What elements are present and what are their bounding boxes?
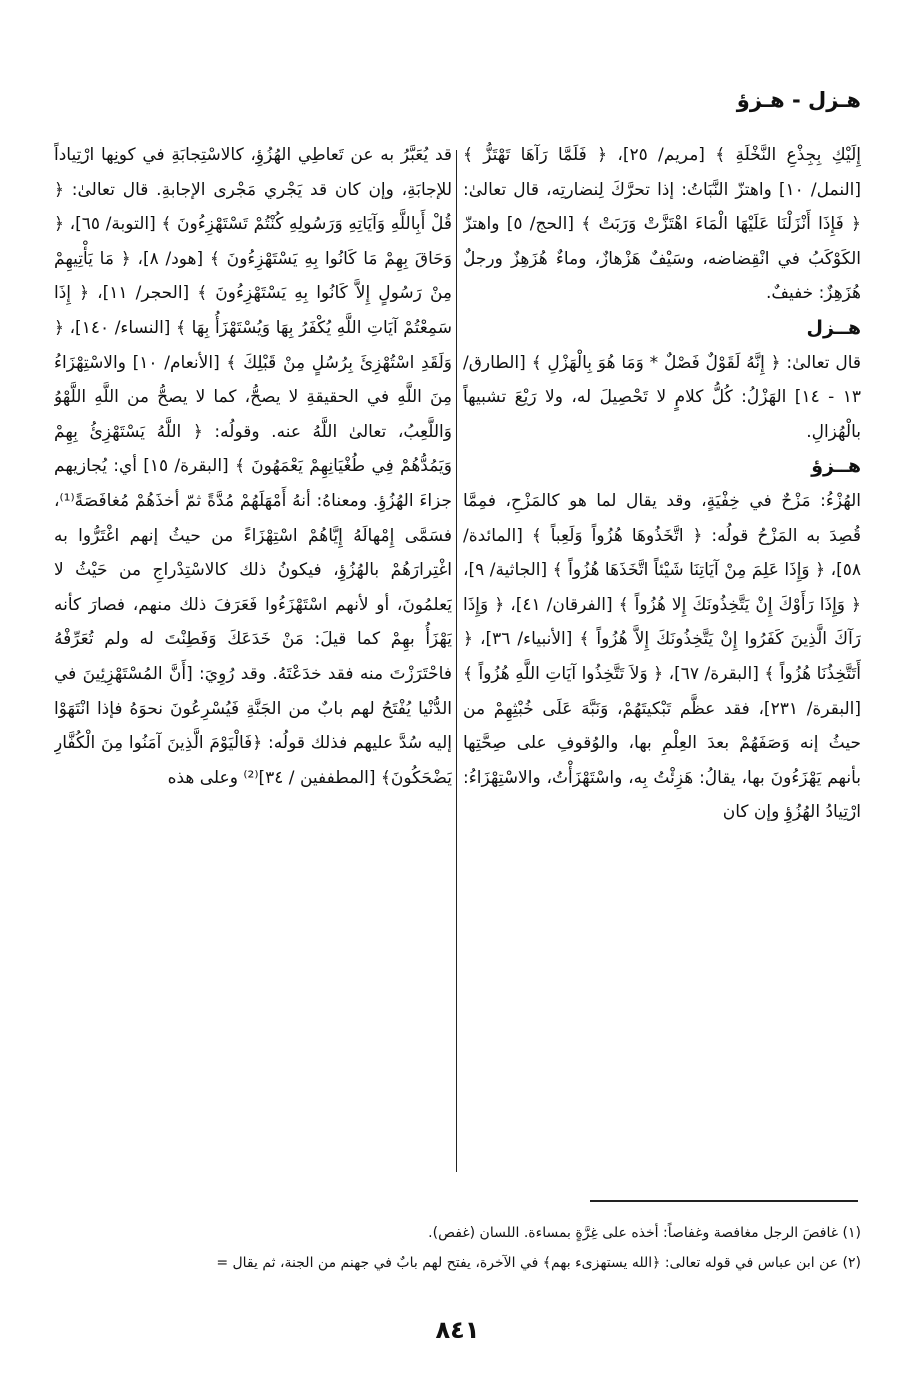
paragraph: قال تعالىٰ: ﴿ إِنَّهُ لَقَوْلٌ فَصْلٌ * وَمَا هُوَ بِالْهَزْلِ ﴾ [الطارق/ ١٣ - ١٤] الهَزْلُ: كُلُّ كلامٍ لا تَحْصِيلَ له، ولا رَيْعَ تشبيهاً بالْهُزالِ. [463, 352, 861, 442]
left-column [54, 138, 452, 1173]
footnote-2: (٢) عن ابن عباس في قوله تعالى: ﴿الله يستهزىء بهم﴾ في الآخرة، يفتح لهم بابٌ في جهنم من الجنة، ثم يقال = [216, 1255, 861, 1271]
right-column [463, 138, 861, 1173]
footnote-1: (١) غافصَ الرجل مغافصة وغفاصاً: أخذه على غِرَّةٍ بمساءة. اللسان (غفص). [428, 1225, 861, 1241]
paragraph: الهُزْءُ: مَزْحٌ في خِفْيَةٍ، وقد يقال لما هو كالمَزْحِ، فمِمَّا قُصِدَ به المَزْحُ قولُه: ﴿ اتَّخَذُوهَا هُزُواً وَلَعِباً ﴾ [المائدة/ ٥٨]، ﴿ وَإِذَا عَلِمَ مِنْ آيَاتِنَا شَيْئاً اتَّخَذَهَا هُزُواً ﴾ [الجاثية/ ٩]، ﴿ وَإِذَا رَأَوْكَ إِنْ يَتَّخِذُونَكَ إِلا هُزُواً ﴾ [الفرقان/ ٤١]، ﴿ وَإِذَا رَآكَ الَّذِينَ كَفَرُوا إِنْ يَتَّخِذُونَكَ إِلاَّ هُزُواً ﴾ [الأنبياء/ ٣٦]، ﴿ أَتَتَّخِذُنَا هُزُواً ﴾ [البقرة/ ٦٧]، ﴿ وَلاَ تَتَّخِذُوا آيَاتِ اللَّهِ هُزُواً ﴾ [البقرة/ ٢٣١]، فقد عظَّم تَبْكيتَهُمْ، وَنَبَّهَ عَلَى خُبْثِهِمْ من حيثُ إنه وَصَفَهُمْ بعدَ العِلْمِ بها، والوُقوفِ على صِحَّتِها بأنهم يَهْزَءُونَ بها، يقالُ: هَزِئْتُ بِه، واسْتَهْزَأْتُ، والاسْتِهْزَاءُ: ارْتِيادُ الهُزُؤِ وإن كان [463, 490, 861, 823]
running-head: هـزل - هـزؤ [736, 88, 861, 112]
footnotes [53, 1218, 861, 1278]
footnote-rule [590, 1200, 858, 1202]
entry-heading-hazl: هــزل [806, 316, 861, 339]
paragraph: قد يُعَبَّرُ به عن تَعاطِي الهُزُؤِ، كالاسْتِجابَةِ في كونِها ارْتِياداً للإجابَةِ، وإن كان قد يَجْري مَجْرى الإجابةِ. قال تعالىٰ: ﴿ قُلْ أَبِاللَّهِ وَآيَاتِهِ وَرَسُولِهِ كُنْتُمْ تَسْتَهْزِءُونَ ﴾ [التوبة/ ٦٥]، ﴿ وَحَاقَ بِهِمْ مَا كَانُوا بِهِ يَسْتَهْزِءُونَ ﴾ [هود/ ٨]، ﴿ مَا يَأْتِيهِمْ مِنْ رَسُولٍ إِلاَّ كَانُوا بِهِ يَسْتَهْزِءُونَ ﴾ [الحجر/ ١١]، ﴿ إِذَا سَمِعْتُمْ آيَاتِ اللَّهِ يُكْفَرُ بِهَا وَيُسْتَهْزَأُ بِهَا ﴾ [النساء/ ١٤٠]، ﴿ وَلَقَدِ اسْتُهْزِئَ بِرُسُلٍ مِنْ قَبْلِكَ ﴾ [الأنعام/ ١٠] والاسْتِهْزَاءُ مِنَ اللَّهِ في الحقيقةِ لا يصحُّ، كما لا يصحُّ من اللَّهِ اللَّهْوُ وَاللَّعِبُ، تعالىٰ اللَّهُ عنه. وقولُه: ﴿ اللَّهُ يَسْتَهْزِئُ بِهِمْ وَيَمُدُّهُمْ فِي طُغْيَانِهِمْ يَعْمَهُونَ ﴾ [البقرة/ ١٥] أي: يُجازيهم جزاءَ الهُزُؤِ. ومعناهُ: أنهُ أَمْهَلَهُمْ مُدَّةً ثمّ أخذَهُمْ مُغافَصَةً⁽¹⁾، فسَمَّى إِمْهالَهُ إِيَّاهُمْ اسْتِهْزَاءً من حيثُ إنهم اغْتَرُّوا به اغْتِرارَهُمْ بالهُزُؤِ، فيكونُ ذلك كالاسْتِدْراجِ من حَيْثُ لا يَعلمُونَ، أو لأنهم اسْتَهْزَءُوا فَعَرَفَ ذلك منهم، فصارَ كأنه يَهْزَأُ بهِمْ كما قيلَ: مَنْ خَدَعَكَ وَفَطِنْتَ له ولم تُعَرِّفْهُ فاحْتَرَزْتَ منه فقد خدَعْتَهُ. وقد رُوِيَ: [أَنَّ المُسْتَهْزِئِينَ في الدُّنْيا يُفْتَحُ لهم بابٌ من الجَنَّةِ فَيُسْرِعُونَ نحوَهُ فإذا انْتَهَوْا إليه سُدَّ عليهم فذلك قولُه: ﴿فَالْيَوْمَ الَّذِينَ آمَنُوا مِنَ الْكُفَّارِ يَضْحَكُونَ﴾ [المطففين / ٣٤]⁽²⁾ وعلى هذه [54, 145, 452, 788]
paragraph: إِلَيْكِ بِجِذْعِ النَّخْلَةِ ﴾ [مريم/ ٢٥]، ﴿ فَلَمَّا رَآهَا تَهْتَزُّ ﴾ [النمل/ ١٠] واهتزّ النَّبَاتُ: إذا تحرَّكَ لِنضارتِه، قال تعالىٰ: ﴿ فَإِذَا أَنْزَلْنَا عَلَيْهَا الْمَاءَ اهْتَزَّتْ وَرَبَتْ ﴾ [الحج/ ٥] واهتزّ الكَوْكَبُ في انْقِضاضه، وسَيْفٌ هَزْهازٌ، وماءٌ هُزَهِزٌ ورجلٌ هُزَهِزٌ: خفيفٌ. [463, 145, 861, 304]
entry-heading-hazu: هــزؤ [811, 455, 861, 478]
page-number: ٨٤١ [435, 1316, 480, 1344]
column-divider [456, 150, 457, 1172]
